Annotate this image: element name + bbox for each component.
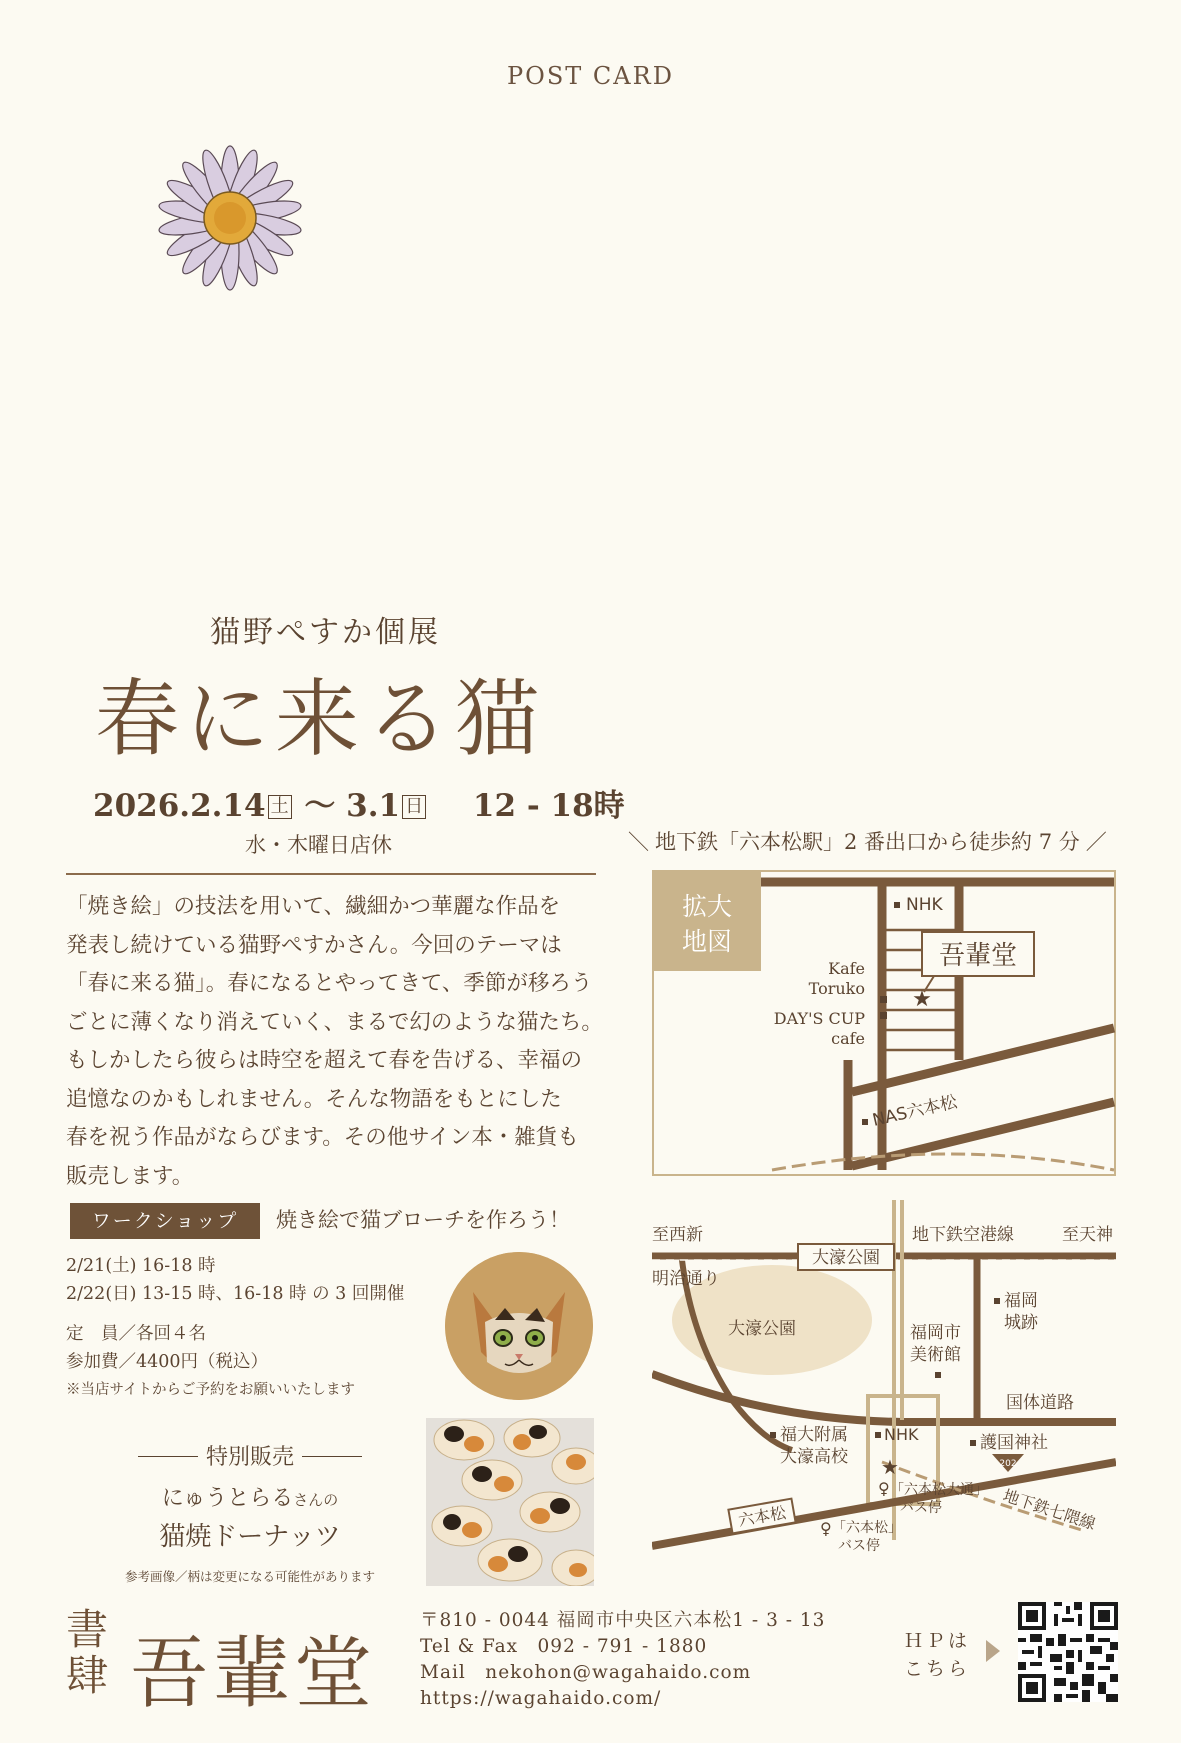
nanakuma-label: 地下鉄七隈線	[1000, 1485, 1098, 1534]
description-line: 販売します。	[66, 1163, 194, 1189]
museum-label-2: 美術館	[910, 1345, 961, 1365]
ohori-park-label: 大濠公園	[728, 1319, 796, 1339]
access-directions: ＼ 地下鉄「六本松駅」2 番出口から徒歩約 7 分 ／	[628, 830, 1107, 854]
museum-label-1: 福岡市	[910, 1323, 961, 1343]
session2-time: 13-15 時、16-18 時 の 3 回開催	[142, 1284, 405, 1304]
closed-days: 水・木曜日店休	[245, 833, 392, 857]
exhibition-title: 春に来る猫	[95, 670, 546, 768]
cat-brooch-photo	[445, 1252, 593, 1400]
date-end: 3.1	[346, 788, 401, 824]
bus-stop-icon-2: ♀	[820, 1519, 832, 1538]
gokoku-label: 護国神社	[980, 1433, 1048, 1453]
workshop-fee: 参加費／4400円（税込）	[66, 1352, 269, 1372]
zoom-map	[652, 870, 1116, 1176]
description	[66, 888, 606, 1196]
description-line: 「焼き絵」の技法を用いて、繊細かつ華麗な作品を	[66, 894, 561, 919]
hp-label	[904, 1627, 970, 1683]
opening-hours: 12 - 18時	[472, 788, 625, 824]
session2-date: 2/22	[66, 1284, 106, 1304]
shop-address	[420, 1608, 825, 1712]
date-tilde: 〜	[304, 788, 336, 824]
castle-label-2: 城跡	[1004, 1313, 1038, 1333]
session1-day: 土	[112, 1256, 130, 1276]
tel-fax: Tel & Fax 092 - 791 - 1880	[420, 1636, 708, 1657]
castle-label-1: 福岡	[1004, 1291, 1038, 1311]
area-shop-star-icon: ★	[881, 1455, 899, 1479]
zoom-nhk-label: NHK	[906, 895, 943, 915]
zoom-shop-label: 吾輩堂	[938, 941, 1018, 971]
school-label-1: 福大附属	[780, 1425, 848, 1445]
bus1-label-1: 「六本松大通」	[890, 1482, 988, 1498]
workshop-badge: ワークショップ	[70, 1203, 260, 1239]
access-text: 地下鉄「六本松駅」2 番出口から徒歩約 7 分	[655, 830, 1080, 854]
divider-line	[66, 873, 596, 875]
arrow-right-icon	[986, 1640, 1000, 1662]
session1-time: 16-18 時	[142, 1256, 216, 1276]
cat-donuts-photo	[426, 1418, 594, 1586]
exhibition-dates	[93, 780, 625, 825]
subway-line-label: 地下鉄空港線	[912, 1225, 1014, 1245]
shop-star-icon: ★	[912, 987, 932, 1012]
tenjin-label: 至天神	[1062, 1225, 1113, 1245]
description-line: 春を祝う作品がならびます。その他サイン本・雑貨も	[66, 1125, 579, 1150]
nas-label: NAS六本松	[870, 1092, 960, 1131]
day-end: 日	[402, 795, 426, 819]
kokutai-label: 国体道路	[1006, 1393, 1074, 1413]
description-line: 発表し続けている猫野ぺすかさん。今回のテーマは	[66, 932, 562, 958]
ohori-top-label: 大濠公園	[812, 1248, 880, 1268]
nishijin-label: 至西新	[652, 1225, 703, 1245]
workshop-capacity: 定 員／各回４名	[66, 1324, 206, 1344]
logo-large: 吾輩堂	[130, 1629, 377, 1719]
postal-address: 〒810 - 0044 福岡市中央区六本松1 - 3 - 13	[420, 1610, 826, 1631]
school-label-2: 大濠高校	[780, 1447, 848, 1467]
session2-day: 日	[112, 1284, 130, 1304]
hp-label-2: こちら	[904, 1658, 971, 1680]
mail-address[interactable]: Mail nekohon@wagahaido.com	[420, 1662, 752, 1683]
meiji-label: 明治通り	[652, 1269, 720, 1289]
kafe-label-2: Toruko	[808, 979, 865, 998]
roppon-label: 六本松	[736, 1502, 788, 1531]
hp-label-1: ＨＰは	[904, 1630, 971, 1652]
kafe-label-1: Kafe	[828, 959, 865, 978]
workshop-note: ※当店サイトからご予約をお願いいたします	[66, 1382, 355, 1398]
special-sale-san: さんの	[293, 1491, 339, 1509]
workshop-session-1: 2/21(土) 16-18 時	[66, 1256, 216, 1276]
logo-small-1: 書	[66, 1605, 109, 1654]
bus2-label-2: バス停	[838, 1538, 880, 1554]
logo-small-2: 肆	[66, 1651, 109, 1700]
dayscup-label-1: DAY'S CUP	[773, 1009, 865, 1028]
special-sale-heading: 特別販売	[205, 1445, 294, 1470]
special-sale-product: 猫焼ドーナッツ	[159, 1522, 341, 1552]
area-nhk-label: NHK	[884, 1425, 919, 1444]
website-url[interactable]: https://wagahaido.com/	[420, 1688, 662, 1709]
day-start: 土	[268, 795, 292, 819]
workshop-title: 焼き絵で猫ブローチを作ろう！	[276, 1208, 570, 1232]
description-line: 「春に来る猫」。春になるとやってきて、季節が移ろう	[66, 971, 593, 996]
daisy-flower-illustration	[138, 138, 318, 298]
dayscup-label-2: cafe	[831, 1029, 865, 1048]
bus2-label-1: 「六本松」	[832, 1520, 902, 1536]
zoom-map-label-1: 拡大	[681, 892, 733, 921]
exhibition-subtitle: 猫野ぺすか個展	[210, 615, 441, 650]
workshop-session-2: 2/22(日) 13-15 時、16-18 時 の 3 回開催	[66, 1284, 405, 1304]
zoom-map-label-2: 地図	[681, 927, 733, 956]
bus1-label-2: バス停	[900, 1500, 942, 1516]
qr-code[interactable]	[1018, 1602, 1118, 1702]
description-line: もしかしたら彼らは時空を超えて春を告げる、幸福の	[66, 1048, 583, 1073]
bus-stop-icon: ♀	[878, 1479, 890, 1498]
session1-date: 2/21	[66, 1256, 106, 1276]
description-line: 追憶なのかもしれません。そんな物語をもとにした	[66, 1086, 562, 1112]
post-card-label: POST CARD	[507, 62, 674, 90]
special-sale-note: 参考画像／柄は変更になる可能性があります	[124, 1569, 375, 1584]
special-sale	[100, 1440, 400, 1585]
area-map	[652, 1200, 1116, 1560]
description-line: ごとに薄くなり消えていく、まるで幻のような猫たち。	[66, 1009, 603, 1035]
route-number: 202	[999, 1459, 1017, 1469]
special-sale-artist: にゅうとらる	[161, 1486, 294, 1511]
date-start: 2026.2.14	[93, 788, 266, 824]
shop-logo	[66, 1605, 386, 1719]
